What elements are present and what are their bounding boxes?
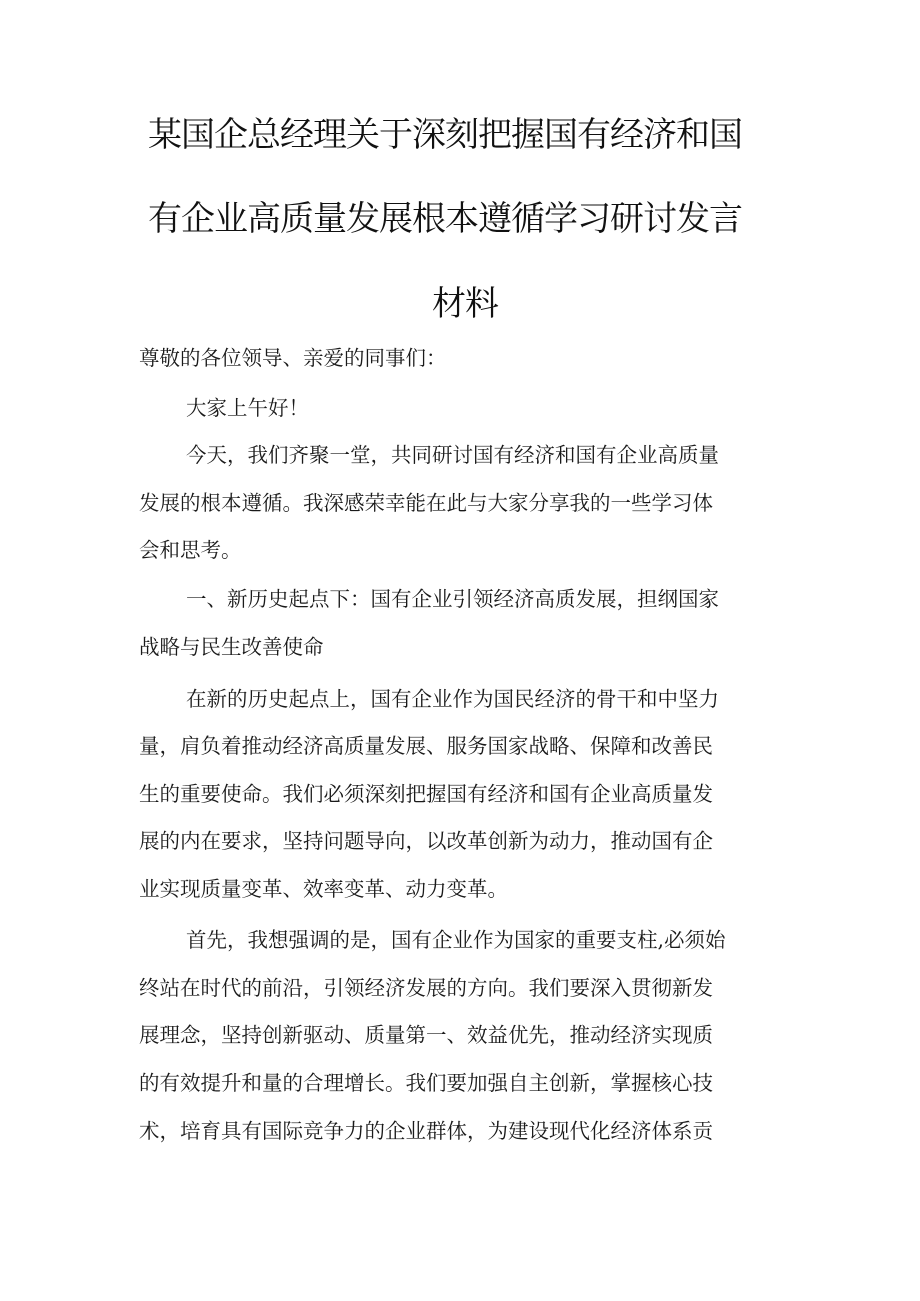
section-heading-line: 战略与民生改善使命 (139, 635, 324, 659)
paragraph-line: 终站在时代的前沿，引领经济发展的方向。我们要深入贯彻新发 (139, 976, 713, 1000)
salutation: 尊敬的各位领导、亲爱的同事们： (139, 346, 447, 370)
paragraph-line: 术，培育具有国际竞争力的企业群体，为建设现代化经济体系贡 (139, 1119, 713, 1143)
paragraph-line: 会和思考。 (139, 538, 242, 562)
paragraph-line: 量，肩负着推动经济高质量发展、服务国家战略、保障和改善民 (139, 734, 713, 758)
paragraph-line: 展的内在要求，坚持问题导向，以改革创新为动力，推动国有企 (139, 829, 713, 853)
paragraph-line: 生的重要使命。我们必须深刻把握国有经济和国有企业高质量发 (139, 782, 713, 806)
greeting: 大家上午好！ (186, 396, 309, 420)
paragraph-line: 今天，我们齐聚一堂，共同研讨国有经济和国有企业高质量 (186, 443, 719, 467)
paragraph-line: 在新的历史起点上，国有企业作为国民经济的骨干和中坚力 (186, 687, 719, 711)
document-title-line-2: 有企业高质量发展根本遵循学习研讨发言 (148, 199, 742, 239)
section-heading-line: 一、新历史起点下：国有企业引领经济高质发展，担纲国家 (186, 587, 719, 611)
document-title-line-1: 某国企总经理关于深刻把握国有经济和国 (148, 115, 742, 155)
paragraph-line: 发展的根本遵循。我深感荣幸能在此与大家分享我的一些学习体 (139, 491, 713, 515)
paragraph-line: 首先，我想强调的是，国有企业作为国家的重要支柱,必须始 (186, 928, 726, 952)
paragraph-line: 业实现质量变革、效率变革、动力变革。 (139, 877, 508, 901)
paragraph-line: 的有效提升和量的合理增长。我们要加强自主创新，掌握核心技 (139, 1071, 713, 1095)
document-title-line-3: 材料 (432, 284, 498, 324)
paragraph-line: 展理念，坚持创新驱动、质量第一、效益优先，推动经济实现质 (139, 1023, 713, 1047)
